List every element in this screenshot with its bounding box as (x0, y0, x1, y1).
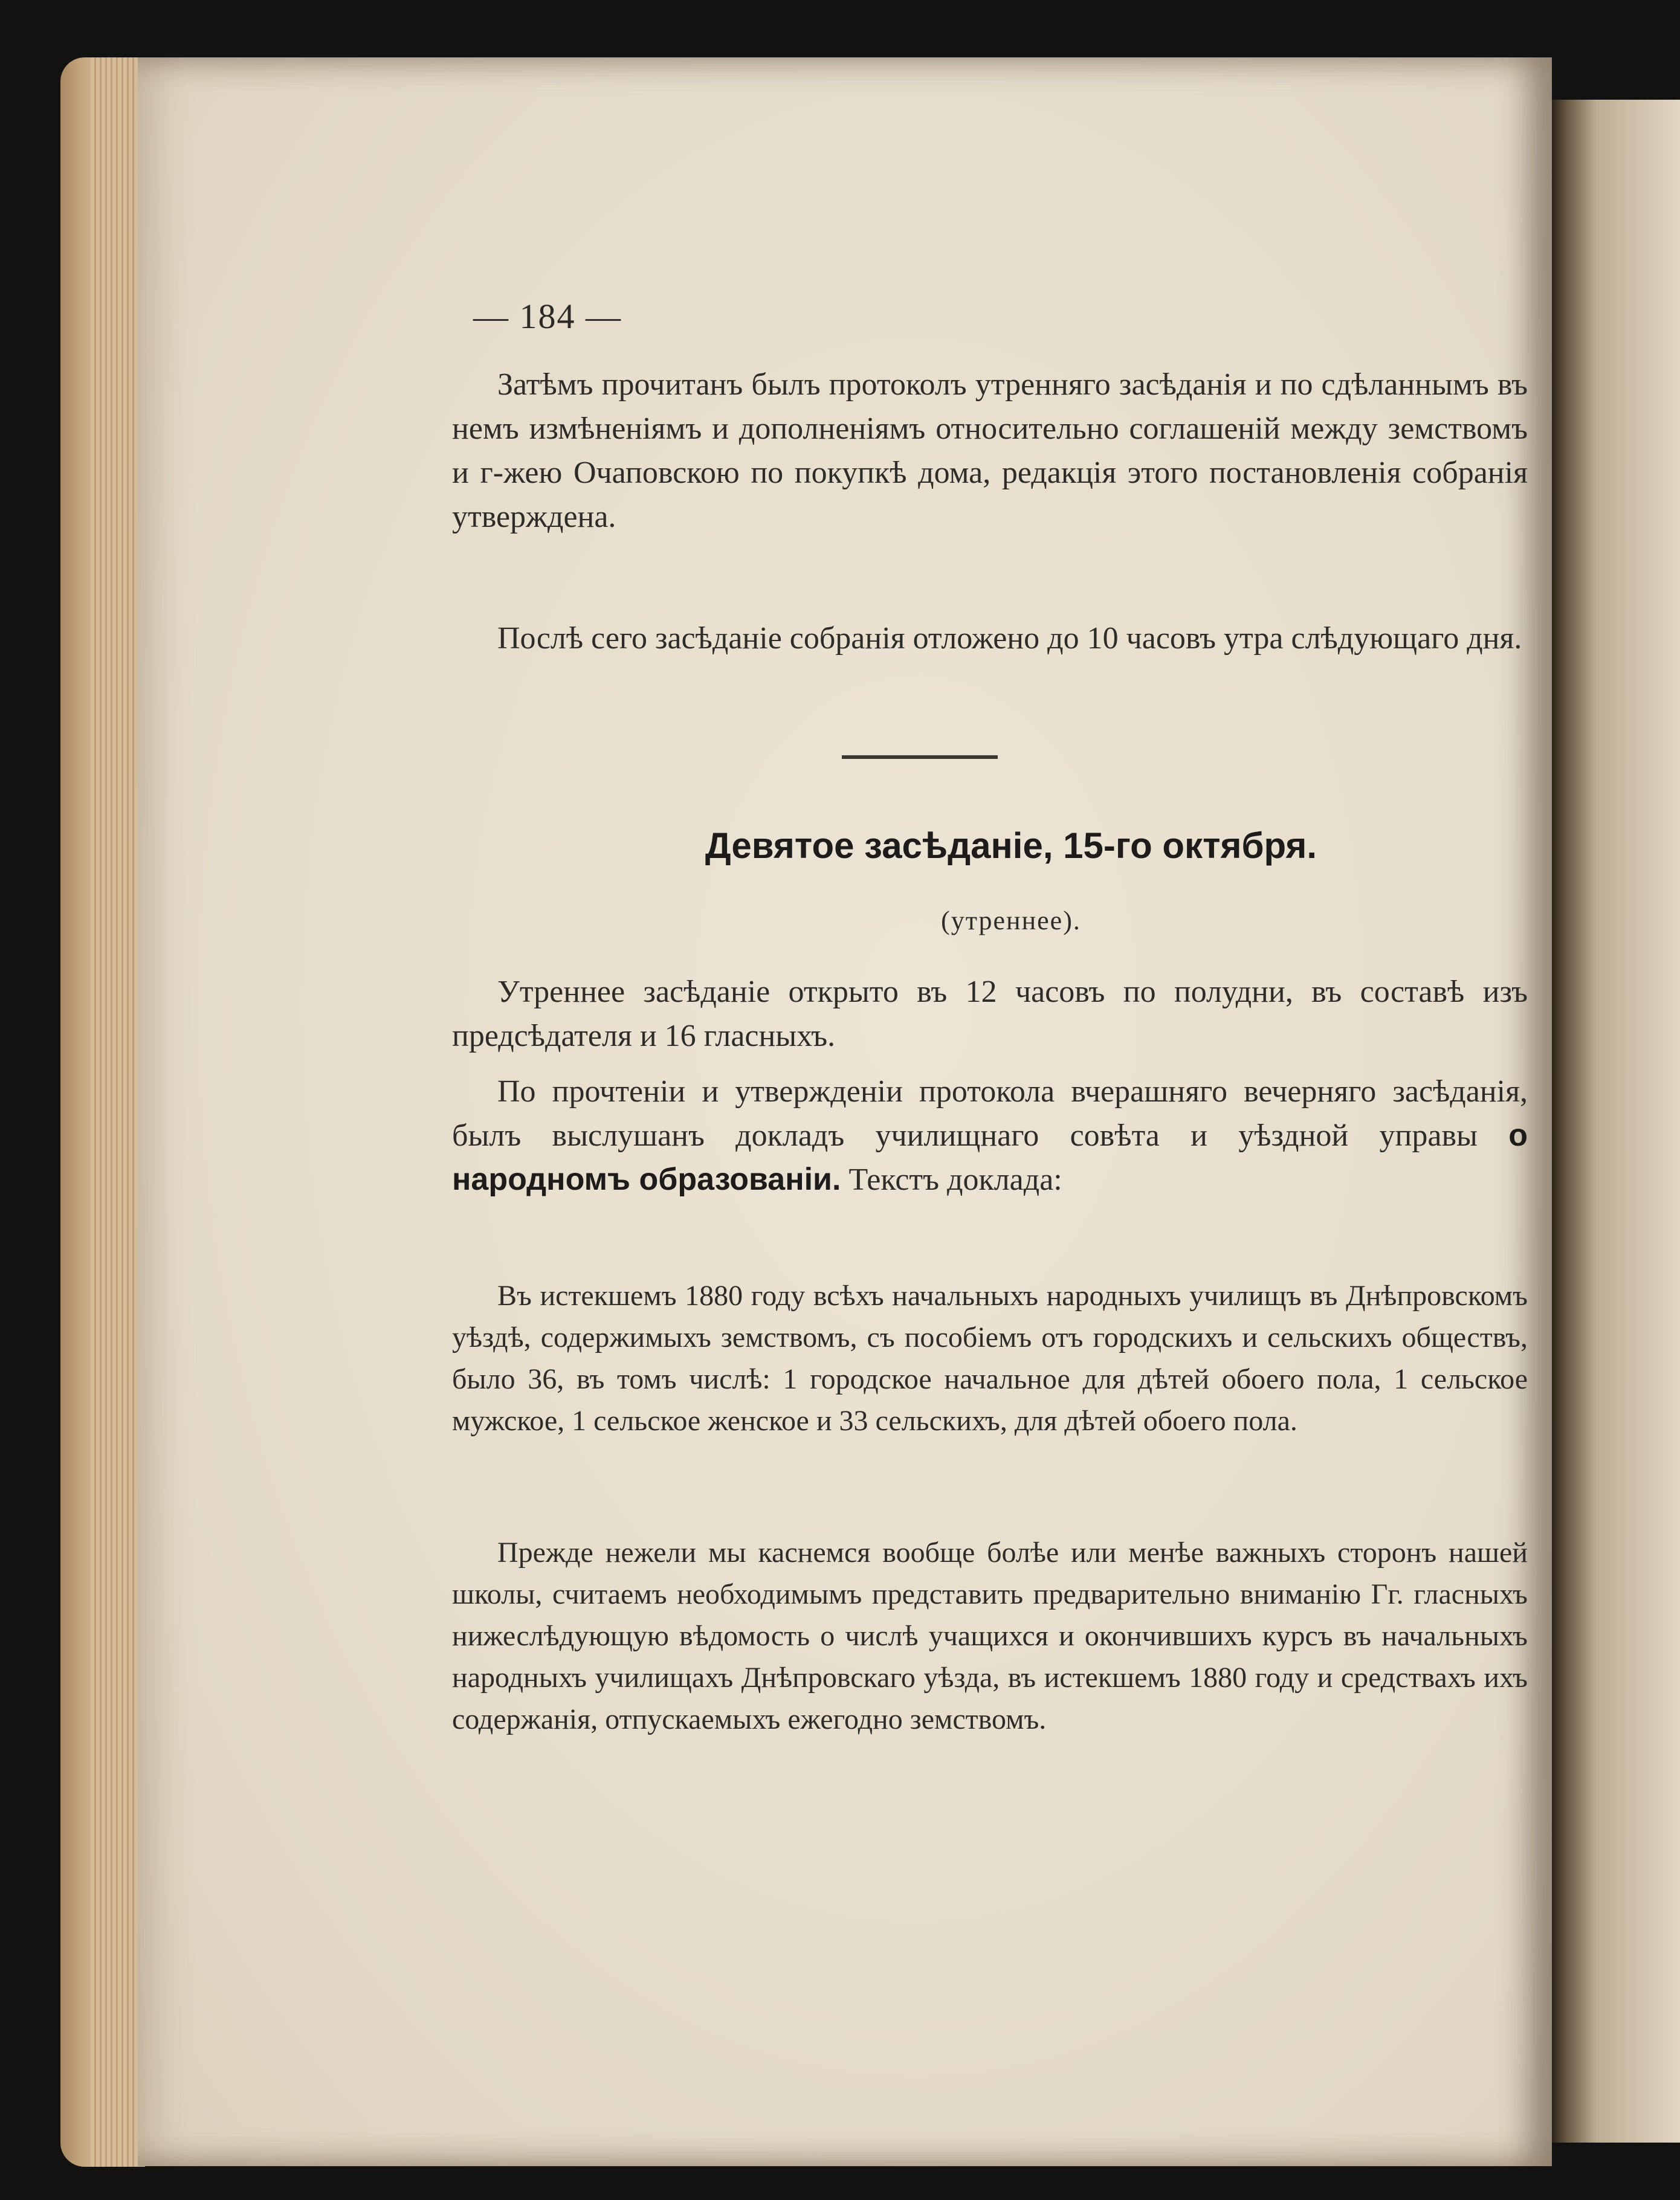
section-subheading: (утреннее). (941, 906, 1081, 935)
paragraph-text (452, 1069, 1528, 1202)
book-page-edges-layers (91, 57, 139, 2167)
paragraph-text: Послѣ сего засѣданіе собранія отложено до 10 часовъ утра слѣдующаго дня. (497, 621, 1522, 656)
paragraph-text: Утреннее засѣданіе открыто въ 12 часовъ по полудни, въ составѣ изъ предсѣдателя и 16 гласныхъ. (452, 975, 1528, 1053)
report-outro-text: Текстъ доклада: (841, 1163, 1062, 1197)
paragraph-protocol-read (452, 363, 1528, 539)
facing-page-edge (1552, 100, 1680, 2143)
report-title-bold: о народномъ образованіи. (452, 1118, 1528, 1197)
paragraph-text: Въ истекшемъ 1880 году всѣхъ начальныхъ народныхъ училищъ въ Днѣпровскомъ уѣздѣ, содержимыхъ земствомъ, съ пособіемъ отъ городскихъ и сельскихъ обществъ, было 36, въ томъ числѣ: 1 городское начальное для дѣтей обоего пола, 1 сельское мужское, 1 сельское женское и 33 сельскихъ, для дѣтей обоего пола. (452, 1280, 1528, 1437)
page-number: — 184 — (473, 297, 622, 336)
paragraph-text: Затѣмъ прочитанъ былъ протоколъ утренняго засѣданія и по сдѣланнымъ въ немъ измѣненіямъ и дополненіямъ относительно соглашеній между земствомъ и г-жею Очаповскою по покупкѣ дома, редакція этого постановленія собранія утверждена. (452, 367, 1528, 534)
paragraph-session-opened (452, 970, 1528, 1058)
paragraph-statement-intro (452, 1532, 1528, 1740)
book-page (138, 57, 1552, 2166)
paragraph-report-heard (452, 1069, 1528, 1202)
paragraph-schools-count (452, 1275, 1528, 1442)
section-divider (842, 755, 998, 759)
section-heading: Девятое засѣданіе, 15-го октября. (705, 825, 1317, 866)
report-intro-text: По прочтеніи и утвержденіи протокола вчерашняго вечерняго засѣданія, былъ выслушанъ докладъ училищнаго совѣта и уѣздной управы (452, 1074, 1528, 1153)
paragraph-session-adjourned (452, 616, 1528, 660)
paragraph-text: Прежде нежели мы каснемся вообще болѣе или менѣе важныхъ сторонъ нашей школы, считаемъ необходимымъ представить предварительно вниманію Гг. гласныхъ нижеслѣдующую вѣдомость о числѣ учащихся и окончившихъ курсъ въ начальныхъ народныхъ училищахъ Днѣпровскаго уѣзда, въ истекшемъ 1880 году и средствахъ ихъ содержанія, отпускаемыхъ ежегодно земствомъ. (452, 1537, 1528, 1735)
